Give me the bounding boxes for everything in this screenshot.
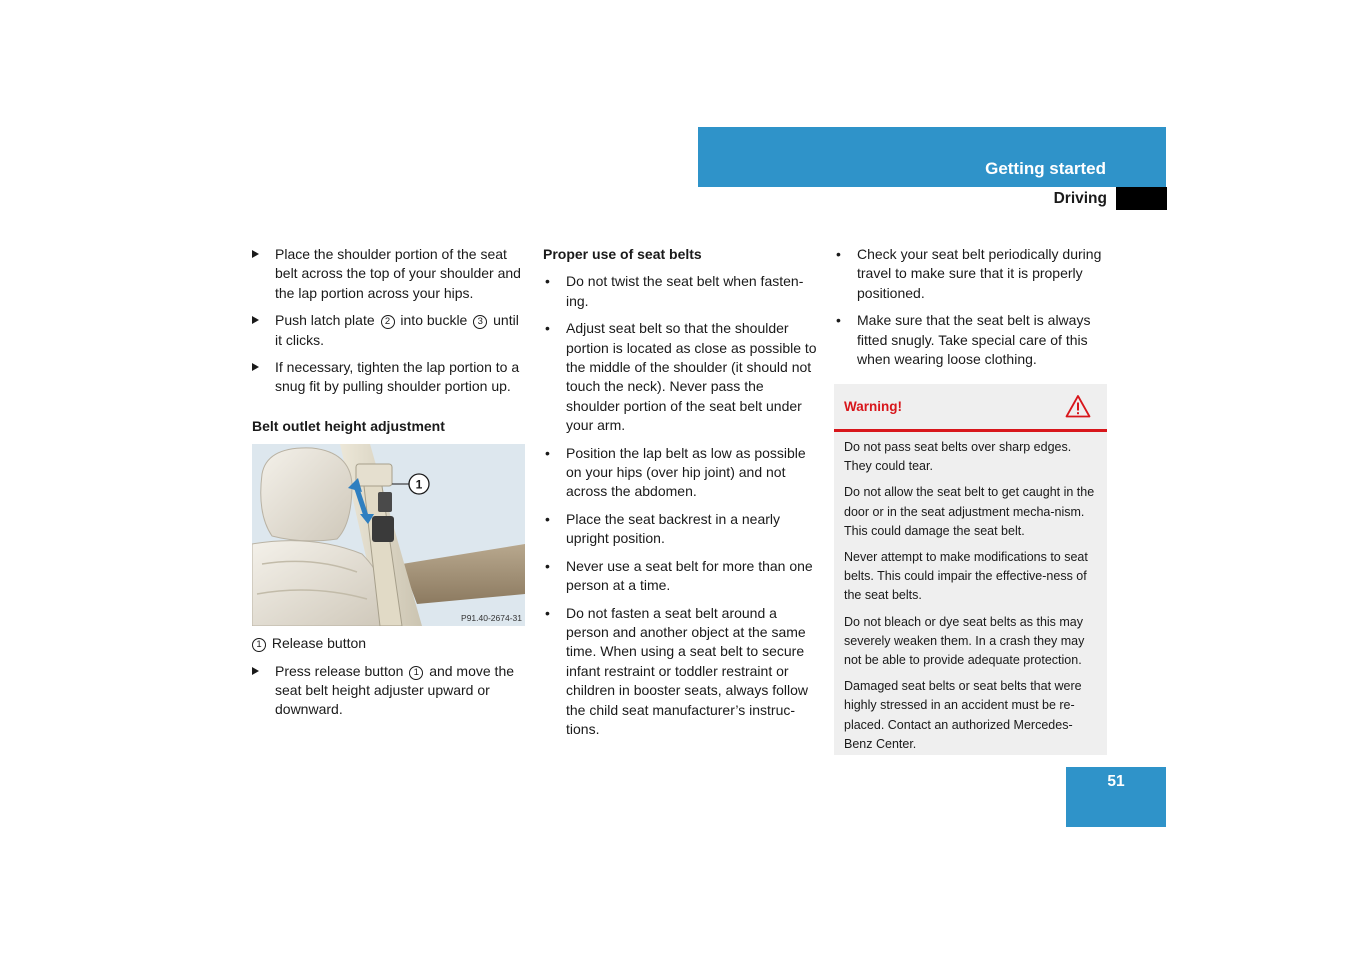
step-text: into buckle	[400, 312, 468, 329]
instruction-step	[252, 311, 527, 350]
callout-number: 1	[409, 666, 423, 680]
bullet-item	[543, 319, 820, 435]
section-heading: Proper use of seat belts	[543, 246, 702, 262]
bullet-text: Check your seat belt periodically during travel to make sure that it is properly positioned.	[857, 246, 1102, 301]
figure-code: P91.40-2674-31	[461, 613, 522, 624]
warning-paragraph: Do not allow the seat belt to get caught in the door or in the seat adjustment mecha-nism. This could damage the seat belt.	[844, 485, 1095, 538]
warning-triangle-icon	[1065, 394, 1091, 418]
caption-text: Release button	[271, 635, 367, 652]
bullet-item	[543, 604, 820, 740]
figure-caption	[252, 634, 527, 653]
bullet-text: Position the lap belt as low as possible on your hips (over hip joint) and not across the abdomen.	[566, 444, 806, 500]
callout-number: 3	[473, 315, 487, 329]
bullet-text: Do not fasten a seat belt around a person and another object at the same time. When using a seat belt to secure infant restraint or toddler restraint or children in booster seats, always follow the child seat manufacturer’s instruc-tions.	[566, 604, 809, 737]
step-arrow-icon	[252, 667, 259, 675]
page-number-box	[1066, 767, 1166, 827]
bullet-item	[834, 311, 1107, 369]
step-text: and move the seat belt height adjuster upward or downward.	[275, 662, 515, 718]
warning-header	[834, 384, 1107, 432]
step-text: until it clicks.	[275, 312, 519, 348]
subheading: Belt outlet height adjustment	[252, 417, 445, 434]
bullet-item	[834, 245, 1107, 303]
subsection-title: Driving	[1053, 190, 1107, 207]
belt-guide	[356, 464, 392, 486]
seat-belt-figure	[252, 444, 525, 626]
page-number: 51	[1107, 773, 1125, 790]
column-3	[834, 245, 1107, 377]
warning-body	[834, 432, 1107, 754]
bullet-icon: •	[545, 557, 550, 574]
step-text: If necessary, tighten the lap portion to a snug fit by pulling shoulder portion up.	[275, 359, 520, 395]
bullet-item	[543, 272, 820, 311]
bullet-icon: •	[545, 444, 550, 461]
step-text: Place the shoulder portion of the seat belt across the top of your shoulder and the lap portion across your hips.	[275, 246, 521, 301]
bullet-text: Never use a seat belt for more than one person at a time.	[566, 557, 813, 594]
header-band	[698, 127, 1166, 187]
release-button	[378, 492, 392, 512]
headrest	[261, 448, 352, 541]
warning-paragraph: Do not bleach or dye seat belts as this may severely weaken them. In a crash they may not be able to provide adequate protection.	[844, 614, 1085, 668]
bullet-text: Make sure that the seat belt is always fitted snugly. Take special care of this when wearing loose clothing.	[857, 312, 1091, 368]
bullet-icon: •	[545, 604, 550, 621]
bullet-item	[543, 557, 820, 596]
instruction-step	[252, 358, 527, 397]
height-adjuster	[372, 516, 394, 542]
bullet-text: Adjust seat belt so that the shoulder portion is located as close as possible to the middle of the shoulder (it should not touch the neck). Never pass the shoulder portion of the seat belt under your arm.	[566, 320, 817, 434]
bullet-icon: •	[836, 246, 841, 262]
warning-paragraph: Never attempt to make modifications to seat belts. This could impair the effective-ness of the seat belts.	[844, 550, 1088, 603]
bullet-icon: •	[545, 320, 550, 337]
step-arrow-icon	[252, 250, 259, 258]
warning-paragraph: Damaged seat belts or seat belts that were highly stressed in an accident must be re-placed. Contact an authorized Mercedes-Benz Center.	[844, 679, 1082, 751]
warning-box	[834, 384, 1107, 755]
callout-number: 1	[252, 638, 266, 652]
bullet-text: Do not twist the seat belt when fasten-ing.	[566, 273, 804, 309]
bullet-item	[543, 444, 820, 502]
step-text: Push latch plate	[275, 312, 375, 329]
instruction-step	[252, 662, 527, 720]
section-title: Getting started	[985, 159, 1106, 178]
bullet-icon: •	[545, 510, 550, 527]
step-arrow-icon	[252, 363, 259, 371]
column-1	[252, 245, 527, 728]
bullet-icon: •	[545, 273, 550, 290]
callout-label: 1	[415, 477, 423, 492]
warning-paragraph: Do not pass seat belts over sharp edges. They could tear.	[844, 440, 1072, 474]
step-arrow-icon	[252, 316, 259, 324]
instruction-step	[252, 245, 527, 303]
bullet-icon: •	[836, 312, 841, 329]
bullet-item	[543, 510, 820, 549]
column-2	[543, 245, 820, 747]
callout-number: 2	[381, 315, 395, 329]
step-text: Press release button	[275, 662, 404, 679]
warning-title: Warning!	[844, 399, 902, 414]
bullet-text: Place the seat backrest in a nearly upright position.	[566, 510, 781, 547]
subsection-marker	[1116, 187, 1167, 210]
seat-belt-illustration	[252, 444, 525, 626]
